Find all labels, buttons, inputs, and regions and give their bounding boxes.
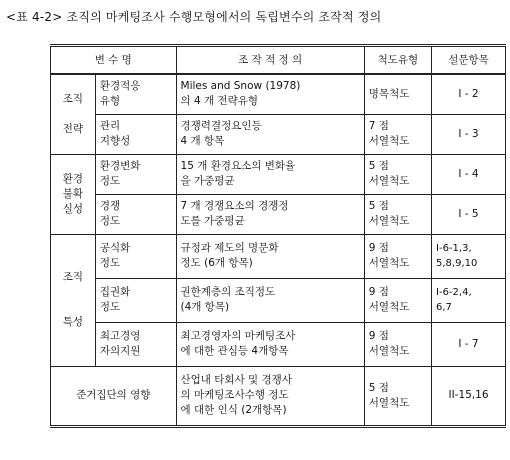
item-cell: I - 7 [432,322,506,366]
operational-definition-table [50,44,506,428]
definition-cell: 권한계층의 조직정도 (4개 항목) [176,278,364,322]
item-cell: I - 3 [432,114,506,154]
header-definition: 조 작 적 정 의 [176,46,364,75]
definition-cell: 15 개 환경요소의 변화율 을 가중평균 [176,154,364,194]
variable-name: 공식화 정도 [95,234,176,278]
scale-cell: 5 점 서열척도 [364,194,431,234]
item-cell: I-6-2,4, 6,7 [432,278,506,322]
table-row [51,366,506,426]
scale-cell: 9 점 서열척도 [364,278,431,322]
definition-cell: 산업내 타회사 및 경쟁사 의 마케팅조사수행 정도 에 대한 인식 (2개항목) [176,366,364,426]
variable-name: 준거집단의 영향 [51,366,177,426]
variable-name: 관리 지향성 [95,114,176,154]
definition-cell: Miles and Snow (1978) 의 4 개 전략유형 [176,74,364,114]
definition-cell: 규정과 제도의 명문화 정도 (6개 항목) [176,234,364,278]
scale-cell: 7 점 서열척도 [364,114,431,154]
header-item: 설문항목 [432,46,506,75]
table-row [51,322,506,366]
group-label: 조직 특성 [51,234,96,366]
table-row [51,74,506,114]
variable-name: 환경적응 유형 [95,74,176,114]
item-cell: I - 5 [432,194,506,234]
item-cell: II-15,16 [432,366,506,426]
variable-name: 집권화 정도 [95,278,176,322]
table-row [51,194,506,234]
table-row [51,278,506,322]
header-scale: 척도유형 [364,46,431,75]
table-title: <표 4-2> 조직의 마케팅조사 수행모형에서의 독립변수의 조작적 정의 [6,10,382,24]
variable-name: 환경변화 정도 [95,154,176,194]
header-variable: 변 수 명 [51,46,177,75]
item-cell: I - 2 [432,74,506,114]
table-row [51,114,506,154]
scale-cell: 9 점 서열척도 [364,234,431,278]
item-cell: I-6-1,3, 5,8,9,10 [432,234,506,278]
definition-cell: 경쟁력결정요인등 4 개 항목 [176,114,364,154]
table-row [51,154,506,194]
scale-cell: 9 점 서열척도 [364,322,431,366]
group-label: 조직 전략 [51,74,96,154]
scale-cell: 명목척도 [364,74,431,114]
definition-cell: 7 개 경쟁요소의 경쟁정 도를 가중평균 [176,194,364,234]
definition-cell: 최고경영자의 마케팅조사 에 대한 관심등 4개항목 [176,322,364,366]
scale-cell: 5 점 서열척도 [364,366,431,426]
group-label: 환경 불확 실성 [51,154,96,234]
variable-name: 최고경영 자의지원 [95,322,176,366]
header-row [51,46,506,75]
scale-cell: 5 점 서열척도 [364,154,431,194]
item-cell: I - 4 [432,154,506,194]
table-row [51,234,506,278]
variable-name: 경쟁 정도 [95,194,176,234]
